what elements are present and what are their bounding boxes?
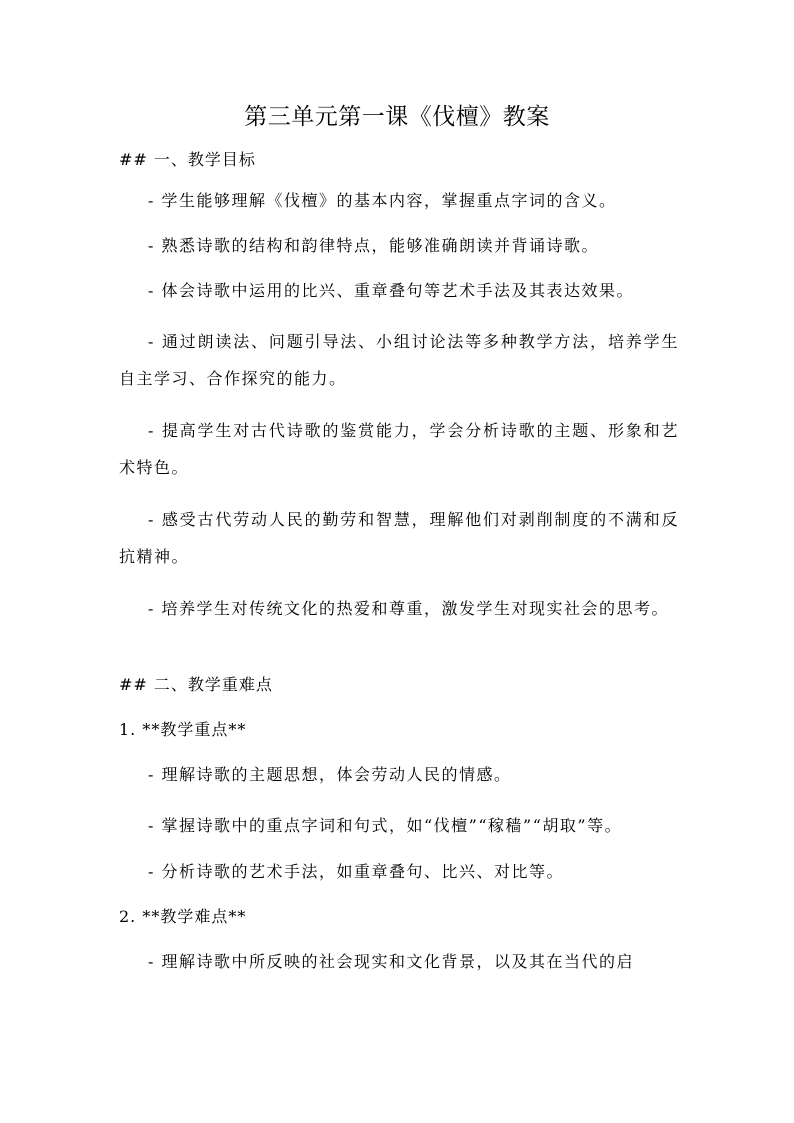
key-points-label: 1. **教学重点** bbox=[119, 720, 247, 739]
section-heading-objectives: ## 一、教学目标 bbox=[119, 150, 256, 169]
objective-item: - 提高学生对古代诗歌的鉴赏能力，学会分析诗歌的主题、形象和艺术特色。 bbox=[119, 421, 679, 477]
difficult-point-item: - 理解诗歌中所反映的社会现实和文化背景，以及其在当代的启 bbox=[148, 952, 634, 971]
objective-item: - 学生能够理解《伐檀》的基本内容，掌握重点字词的含义。 bbox=[148, 191, 617, 210]
key-point-item: - 分析诗歌的艺术手法，如重章叠句、比兴、对比等。 bbox=[148, 862, 564, 881]
document-title: 第三单元第一课《伐檀》教案 bbox=[244, 104, 550, 130]
key-point-item: - 掌握诗歌中的重点字词和句式，如“伐檀”“稼穑”“胡取”等。 bbox=[148, 816, 623, 835]
document-body bbox=[119, 147, 679, 975]
key-point-item: - 理解诗歌的主题思想，体会劳动人民的情感。 bbox=[148, 765, 512, 784]
objective-item: - 感受古代劳动人民的勤劳和智慧，理解他们对剥削制度的不满和反抗精神。 bbox=[119, 510, 679, 566]
objective-item: - 通过朗读法、问题引导法、小组讨论法等多种教学方法，培养学生自主学习、合作探究的能力。 bbox=[119, 332, 679, 388]
section-heading-key-difficult: ## 二、教学重难点 bbox=[119, 675, 273, 694]
objective-item: - 培养学生对传统文化的热爱和尊重，激发学生对现实社会的思考。 bbox=[148, 599, 669, 618]
difficult-points-label: 2. **教学难点** bbox=[119, 907, 247, 926]
objective-item: - 体会诗歌中运用的比兴、重章叠句等艺术手法及其表达效果。 bbox=[148, 281, 634, 300]
objective-item: - 熟悉诗歌的结构和韵律特点，能够准确朗读并背诵诗歌。 bbox=[148, 236, 599, 255]
